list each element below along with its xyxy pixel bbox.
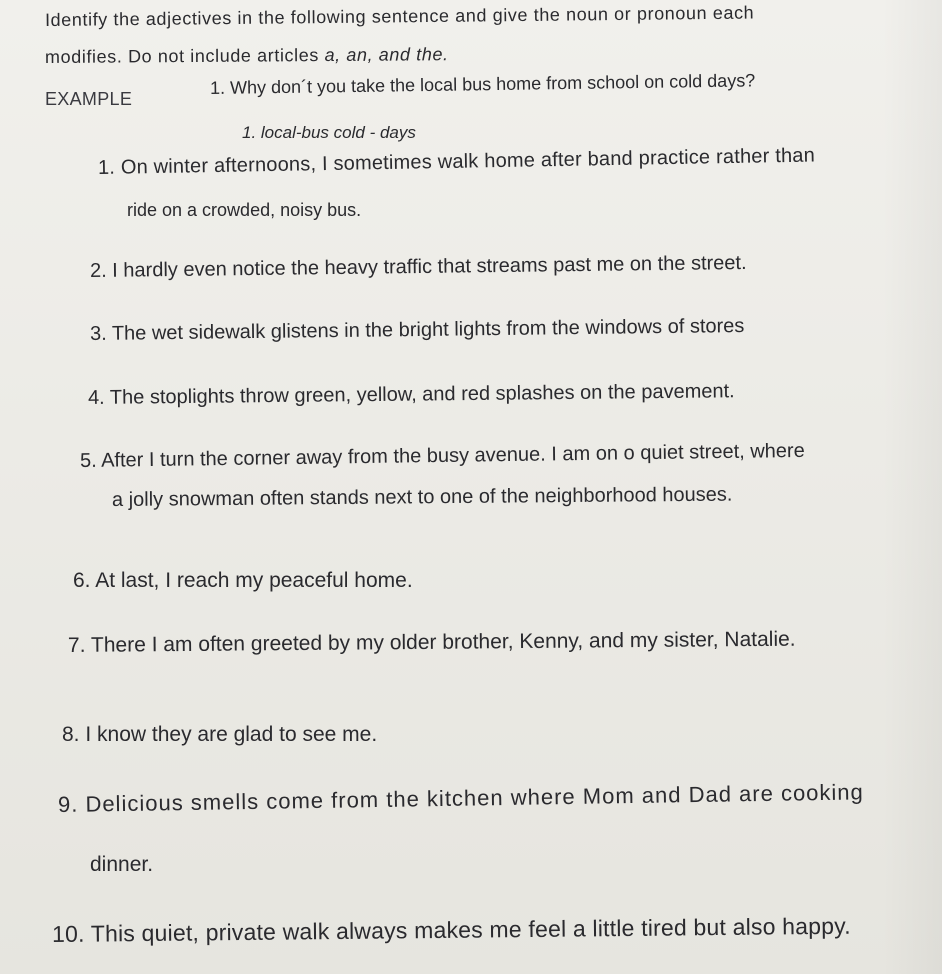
instructions-line-1: Identify the adjectives in the following sentence and give the noun or pronoun each <box>44 2 755 30</box>
item-10: 10. This quiet, private walk always makes me feel a little tired but also happy. <box>51 912 851 947</box>
item-4: 4. The stoplights throw green, yellow, and red splashes on the pavement. <box>87 380 735 409</box>
instructions-articles: a, an, and the. <box>324 44 449 66</box>
item-1-line-2: ride on a crowded, noisy bus. <box>127 200 362 220</box>
page-shadow <box>882 0 942 974</box>
item-7: 7. There I am often greeted by my older brother, Kenny, and my sister, Natalie. <box>67 627 796 657</box>
example-answer: 1. local-bus cold - days <box>242 123 416 142</box>
item-3: 3. The wet sidewalk glistens in the bright lights from the windows of stores <box>89 315 745 345</box>
item-1-line-1: 1. On winter afternoons, I sometimes walk home after band practice rather than <box>97 144 816 179</box>
item-6: 6. At last, I reach my peaceful home. <box>73 569 413 592</box>
item-9-line-1: 9. Delicious smells come from the kitchen where Mom and Dad are cooking <box>57 779 864 817</box>
item-2: 2. I hardly even notice the heavy traffic that streams past me on the street. <box>89 251 747 282</box>
item-5-line-1: 5. After I turn the corner away from the busy avenue. I am on o quiet street, where <box>79 439 805 472</box>
instructions-line-2 <box>45 42 449 69</box>
item-5-line-2: a jolly snowman often stands next to one of the neighborhood houses. <box>111 483 733 511</box>
item-8: 8. I know they are glad to see me. <box>62 723 378 746</box>
item-9-line-2: dinner. <box>90 853 154 876</box>
example-label: EXAMPLE <box>45 89 133 109</box>
example-question: 1. Why don´t you take the local bus home from school on cold days? <box>209 70 756 98</box>
instructions-text: modifies. Do not include articles <box>44 45 325 67</box>
